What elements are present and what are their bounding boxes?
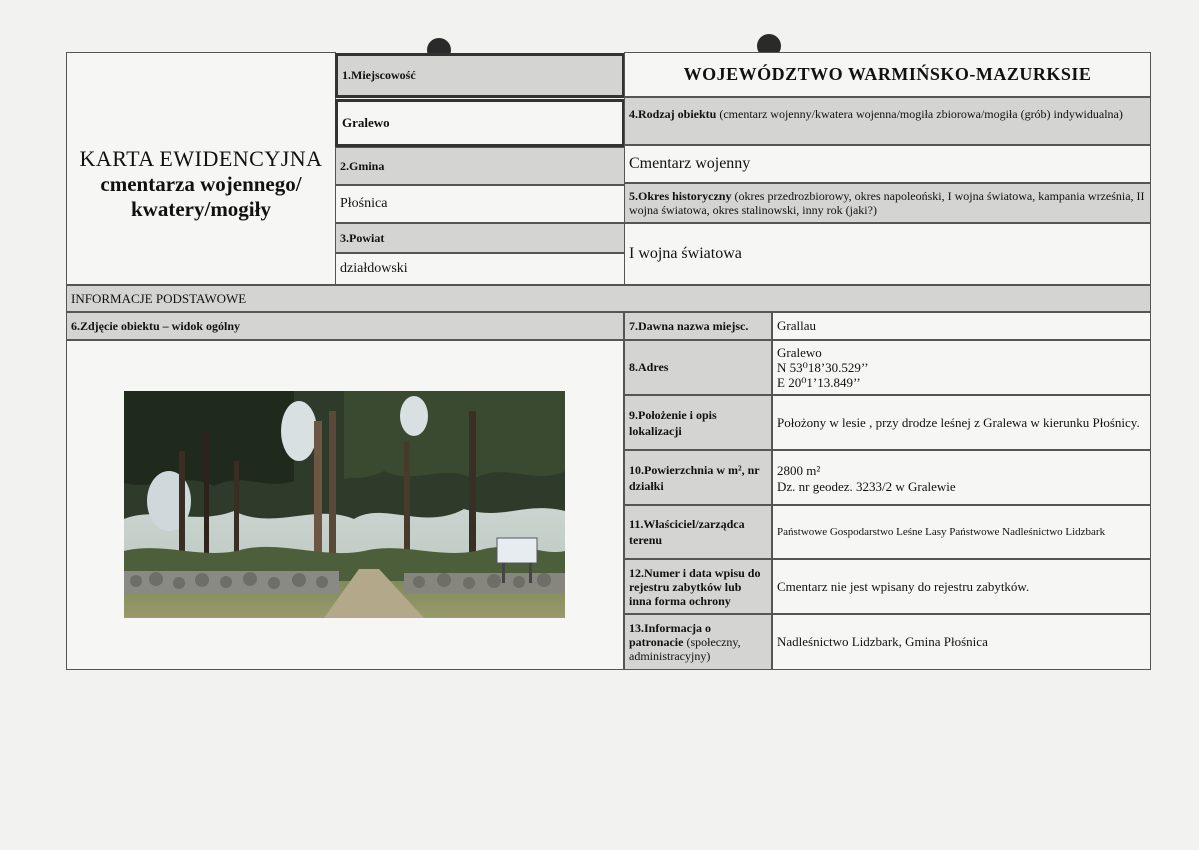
powierzchnia-value-area: 2800 m² (777, 463, 821, 478)
patronat-value: Nadleśnictwo Lidzbark, Gmina Płośnica (772, 614, 1151, 670)
rejestr-value: Cmentarz nie jest wpisany do rejestru zabytków. (772, 559, 1151, 614)
powiat-value: działdowski (335, 253, 625, 285)
gmina-label: 2.Gmina (335, 147, 625, 185)
okres-label-bold: 5.Okres historyczny (629, 189, 732, 203)
polozenie-value: Położony w lesie , przy drodze leśnej z Gralewa w kierunku Płośnicy. (772, 395, 1151, 450)
card-title-line2: cmentarza wojennego/ (100, 171, 302, 196)
card-title-box (66, 52, 336, 285)
wlasciciel-label: 11.Właściciel/zarządca terenu (624, 505, 772, 559)
dawna-nazwa-label: 7.Dawna nazwa miejsc. (624, 312, 772, 340)
miejscowosc-label: 1.Miejscowość (335, 53, 625, 98)
rejestr-label: 12.Numer i data wpisu do rejestru zabytków lub inna forma ochrony (624, 559, 772, 614)
rodzaj-value: Cmentarz wojenny (624, 145, 1151, 183)
rodzaj-label (624, 97, 1151, 145)
okres-label-rest: (okres przedrozbiorowy, okres napoleoński, I wojna światowa, kampania września, II wojna światowa, okres stalinowski, inny rok (jaki?) (629, 189, 1145, 217)
gmina-value: Płośnica (335, 185, 625, 223)
okres-value: I wojna światowa (624, 223, 1151, 285)
patronat-label (624, 614, 772, 670)
rodzaj-label-rest: (cmentarz wojenny/kwatera wojenna/mogiła zbiorowa/mogiła (grób) indywidualna) (716, 107, 1123, 121)
okres-label (624, 183, 1151, 223)
patronat-label-rest: (społeczny, administracyjny) (629, 635, 741, 663)
info-header: INFORMACJE PODSTAWOWE (66, 285, 1151, 312)
adres-line2: N 53⁰18’30.529’’ (777, 360, 869, 375)
adres-line3: E 20⁰1’13.849’’ (777, 375, 861, 390)
polozenie-label: 9.Położenie i opis lokalizacji (624, 395, 772, 450)
powierzchnia-value (772, 450, 1151, 505)
powierzchnia-value-plot: Dz. nr geodez. 3233/2 w Gralewie (777, 479, 956, 494)
powiat-label: 3.Powiat (335, 223, 625, 253)
miejscowosc-value: Gralewo (335, 99, 625, 147)
photo-label: 6.Zdjęcie obiektu – widok ogólny (66, 312, 624, 340)
card-title-line1: KARTA EWIDENCYJNA (79, 145, 323, 171)
cemetery-photo (124, 391, 565, 618)
adres-value (772, 340, 1151, 395)
dawna-nazwa-value: Grallau (772, 312, 1151, 340)
patronat-label-bold: 13.Informacja o patronacie (629, 621, 711, 649)
adres-line1: Gralewo (777, 345, 822, 360)
rodzaj-label-bold: 4.Rodzaj obiektu (629, 107, 717, 121)
wojewodztwo-header (624, 52, 1151, 97)
wlasciciel-value: Państwowe Gospodarstwo Leśne Lasy Państwowe Nadleśnictwo Lidzbark (772, 505, 1151, 559)
adres-label: 8.Adres (624, 340, 772, 395)
wojewodztwo-text: WOJEWÓDZTWO WARMIŃSKO-MAZURKSIE (683, 64, 1092, 84)
card-title-line3: kwatery/mogiły (131, 196, 271, 221)
powierzchnia-label: 10.Powierzchnia w m², nr działki (624, 450, 772, 505)
